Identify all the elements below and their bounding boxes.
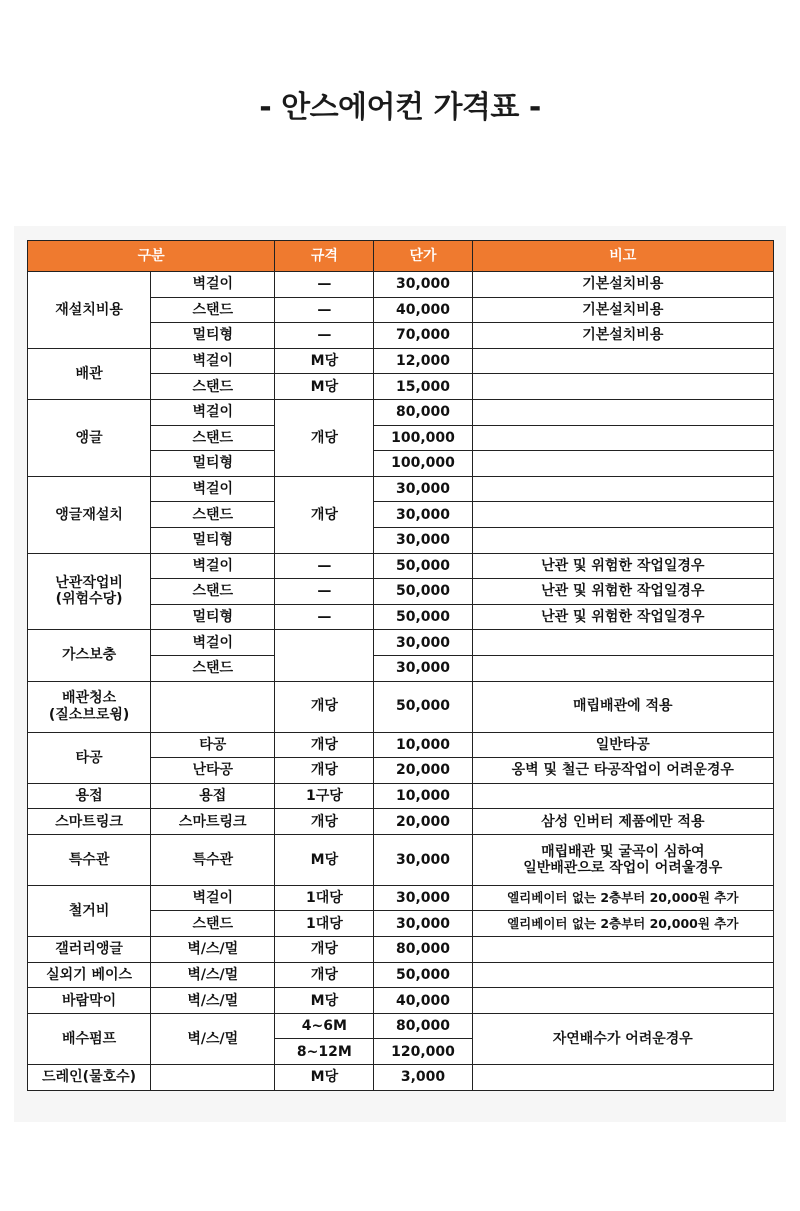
type-cell: 스탠드 xyxy=(151,425,275,451)
price-cell: 10,000 xyxy=(374,732,472,758)
spec-cell: 4~6M xyxy=(275,1013,374,1039)
header-note: 비고 xyxy=(472,241,773,272)
table-row xyxy=(28,809,774,835)
spec-cell: M당 xyxy=(275,834,374,885)
price-cell: 30,000 xyxy=(374,476,472,502)
price-cell: 15,000 xyxy=(374,374,472,400)
price-cell: 20,000 xyxy=(374,809,472,835)
table-row xyxy=(28,348,774,374)
category-cell xyxy=(28,681,151,732)
table-row xyxy=(28,1065,774,1091)
type-cell: 스마트링크 xyxy=(151,809,275,835)
category-cell: 실외기 베이스 xyxy=(28,962,151,988)
price-cell: 120,000 xyxy=(374,1039,472,1065)
price-cell: 80,000 xyxy=(374,399,472,425)
type-cell: 스탠드 xyxy=(151,502,275,528)
note-cell xyxy=(472,374,773,400)
note-cell xyxy=(472,937,773,963)
category-label-line2: (위험수당) xyxy=(55,591,123,608)
note-line1: 매립배관 및 굴곡이 심하여 xyxy=(541,843,705,860)
type-cell: 벽걸이 xyxy=(151,272,275,298)
note-line2: 일반배관으로 작업이 어려울경우 xyxy=(523,859,723,876)
spec-cell: 8~12M xyxy=(275,1039,374,1065)
price-cell: 100,000 xyxy=(374,451,472,477)
category-cell: 철거비 xyxy=(28,885,151,936)
category-cell: 앵글 xyxy=(28,399,151,476)
note-cell xyxy=(472,630,773,656)
note-cell xyxy=(472,834,773,885)
type-cell: 벽걸이 xyxy=(151,630,275,656)
price-cell: 3,000 xyxy=(374,1065,472,1091)
note-cell: 기본설치비용 xyxy=(472,272,773,298)
note-cell xyxy=(472,527,773,553)
category-cell: 배관 xyxy=(28,348,151,399)
price-cell: 40,000 xyxy=(374,988,472,1014)
table-row xyxy=(28,553,774,579)
price-cell: 30,000 xyxy=(374,272,472,298)
header-spec: 규격 xyxy=(275,241,374,272)
type-cell xyxy=(151,681,275,732)
price-cell: 50,000 xyxy=(374,962,472,988)
type-cell: 스탠드 xyxy=(151,911,275,937)
spec-cell: — xyxy=(275,297,374,323)
note-cell: 삼성 인버터 제품에만 적용 xyxy=(472,809,773,835)
note-cell xyxy=(472,502,773,528)
price-cell: 50,000 xyxy=(374,579,472,605)
price-cell: 10,000 xyxy=(374,783,472,809)
note-cell: 일반타공 xyxy=(472,732,773,758)
spec-cell: 개당 xyxy=(275,937,374,963)
spec-cell: 1대당 xyxy=(275,885,374,911)
note-cell: 기본설치비용 xyxy=(472,297,773,323)
table-row xyxy=(28,988,774,1014)
spec-cell xyxy=(275,630,374,681)
note-cell: 엘리베이터 없는 2층부터 20,000원 추가 xyxy=(472,911,773,937)
type-cell: 용접 xyxy=(151,783,275,809)
type-cell: 멀티형 xyxy=(151,323,275,349)
note-cell: 난관 및 위험한 작업일경우 xyxy=(472,604,773,630)
category-cell: 배수펌프 xyxy=(28,1013,151,1064)
category-cell: 가스보충 xyxy=(28,630,151,681)
price-cell: 40,000 xyxy=(374,297,472,323)
price-cell: 30,000 xyxy=(374,630,472,656)
note-cell: 자연배수가 어려운경우 xyxy=(472,1013,773,1064)
price-cell: 12,000 xyxy=(374,348,472,374)
category-label-line2: (질소브로윙) xyxy=(48,706,130,723)
price-cell: 30,000 xyxy=(374,911,472,937)
note-cell: 기본설치비용 xyxy=(472,323,773,349)
spec-cell: M당 xyxy=(275,1065,374,1091)
price-cell: 50,000 xyxy=(374,681,472,732)
type-cell xyxy=(151,1065,275,1091)
price-cell: 50,000 xyxy=(374,604,472,630)
type-cell: 벽걸이 xyxy=(151,476,275,502)
category-label-line1: 난관작업비 xyxy=(55,575,123,592)
category-cell: 특수관 xyxy=(28,834,151,885)
category-cell: 타공 xyxy=(28,732,151,783)
header-price: 단가 xyxy=(374,241,472,272)
note-cell xyxy=(472,476,773,502)
spec-cell: 개당 xyxy=(275,809,374,835)
note-cell xyxy=(472,783,773,809)
type-cell: 벽걸이 xyxy=(151,885,275,911)
spec-cell: M당 xyxy=(275,988,374,1014)
table-row xyxy=(28,732,774,758)
category-cell: 용접 xyxy=(28,783,151,809)
type-cell: 벽/스/멀 xyxy=(151,962,275,988)
price-cell: 80,000 xyxy=(374,937,472,963)
header-row xyxy=(28,241,774,272)
type-cell: 스탠드 xyxy=(151,579,275,605)
note-cell xyxy=(472,655,773,681)
spec-cell: M당 xyxy=(275,374,374,400)
type-cell: 특수관 xyxy=(151,834,275,885)
spec-cell: 개당 xyxy=(275,758,374,784)
price-cell: 30,000 xyxy=(374,502,472,528)
type-cell: 스탠드 xyxy=(151,374,275,400)
table-row xyxy=(28,783,774,809)
spec-cell: 개당 xyxy=(275,681,374,732)
note-cell xyxy=(472,425,773,451)
price-cell: 30,000 xyxy=(374,527,472,553)
type-cell: 난타공 xyxy=(151,758,275,784)
note-cell xyxy=(472,399,773,425)
type-cell: 스탠드 xyxy=(151,297,275,323)
note-cell: 난관 및 위험한 작업일경우 xyxy=(472,579,773,605)
type-cell: 벽걸이 xyxy=(151,399,275,425)
table-row xyxy=(28,834,774,885)
table-row xyxy=(28,681,774,732)
header-category: 구분 xyxy=(28,241,275,272)
type-cell: 벽/스/멀 xyxy=(151,988,275,1014)
spec-cell: — xyxy=(275,553,374,579)
category-cell: 스마트링크 xyxy=(28,809,151,835)
note-cell xyxy=(472,962,773,988)
price-table xyxy=(27,240,774,1091)
price-cell: 30,000 xyxy=(374,834,472,885)
category-cell: 드레인(물호수) xyxy=(28,1065,151,1091)
price-cell: 50,000 xyxy=(374,553,472,579)
page-title: - 안스에어컨 가격표 - xyxy=(259,90,541,125)
price-cell: 80,000 xyxy=(374,1013,472,1039)
spec-cell: 개당 xyxy=(275,399,374,476)
note-cell: 매립배관에 적용 xyxy=(472,681,773,732)
table-row xyxy=(28,962,774,988)
category-cell: 바람막이 xyxy=(28,988,151,1014)
type-cell: 벽/스/멀 xyxy=(151,937,275,963)
table-row xyxy=(28,1013,774,1039)
spec-cell: 1구당 xyxy=(275,783,374,809)
price-cell: 20,000 xyxy=(374,758,472,784)
table-row xyxy=(28,937,774,963)
table-row xyxy=(28,272,774,298)
table-row xyxy=(28,399,774,425)
price-cell: 30,000 xyxy=(374,885,472,911)
price-cell: 100,000 xyxy=(374,425,472,451)
note-cell: 난관 및 위험한 작업일경우 xyxy=(472,553,773,579)
type-cell: 벽걸이 xyxy=(151,348,275,374)
note-cell xyxy=(472,348,773,374)
price-cell: 70,000 xyxy=(374,323,472,349)
note-cell xyxy=(472,1065,773,1091)
category-cell: 갤러리앵글 xyxy=(28,937,151,963)
type-cell: 스탠드 xyxy=(151,655,275,681)
category-cell: 재설치비용 xyxy=(28,272,151,349)
type-cell: 벽걸이 xyxy=(151,553,275,579)
spec-cell: M당 xyxy=(275,348,374,374)
spec-cell: 개당 xyxy=(275,732,374,758)
price-cell: 30,000 xyxy=(374,655,472,681)
table-row xyxy=(28,630,774,656)
note-cell xyxy=(472,988,773,1014)
type-cell: 멀티형 xyxy=(151,527,275,553)
spec-cell: — xyxy=(275,323,374,349)
category-cell: 앵글재설치 xyxy=(28,476,151,553)
type-cell: 벽/스/멀 xyxy=(151,1013,275,1064)
table-row xyxy=(28,885,774,911)
table-row xyxy=(28,476,774,502)
type-cell: 타공 xyxy=(151,732,275,758)
note-cell: 옹벽 및 철근 타공작업이 어려운경우 xyxy=(472,758,773,784)
spec-cell: 1대당 xyxy=(275,911,374,937)
spec-cell: 개당 xyxy=(275,962,374,988)
type-cell: 멀티형 xyxy=(151,451,275,477)
note-cell: 엘리베이터 없는 2층부터 20,000원 추가 xyxy=(472,885,773,911)
category-cell xyxy=(28,553,151,630)
spec-cell: — xyxy=(275,272,374,298)
spec-cell: 개당 xyxy=(275,476,374,553)
spec-cell: — xyxy=(275,579,374,605)
note-cell xyxy=(472,451,773,477)
spec-cell: — xyxy=(275,604,374,630)
category-label-line1: 배관청소 xyxy=(62,690,117,707)
type-cell: 멀티형 xyxy=(151,604,275,630)
